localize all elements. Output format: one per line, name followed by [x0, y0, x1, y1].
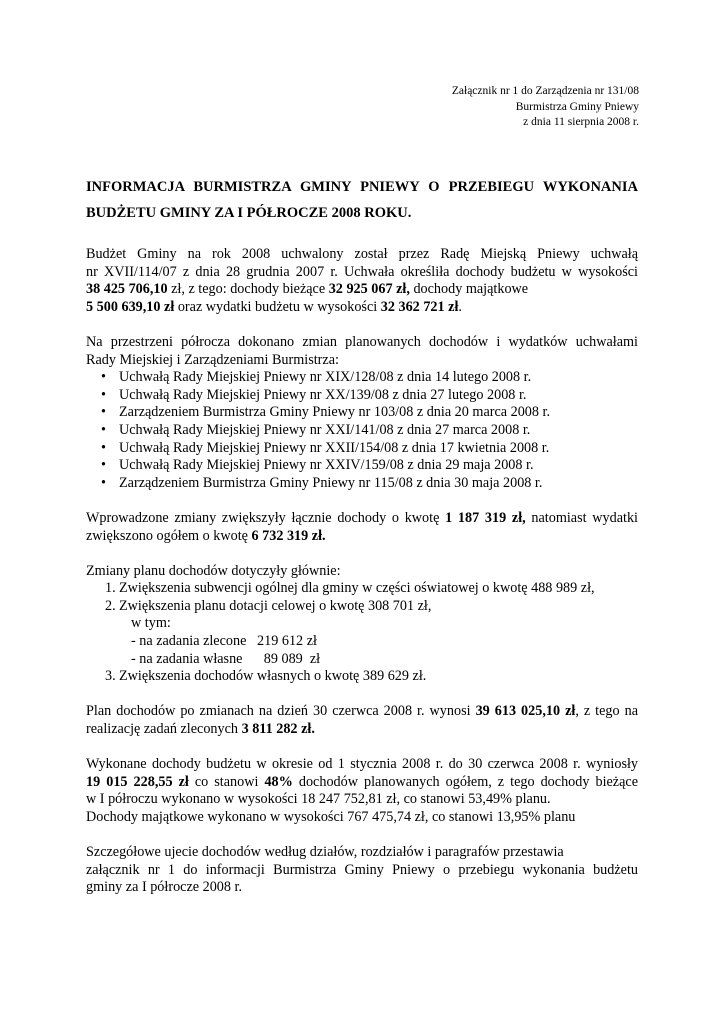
paragraph-line: Szczegółowe ujecie dochodów według działów, rozdziałów i paragrafów przestawia	[86, 844, 564, 861]
list-item: • Uchwałą Rady Miejskiej Pniewy nr XXII/154/08 z dnia 17 kwietnia 2008 r.	[86, 440, 638, 458]
paragraph-line: Rady Miejskiej i Zarządzeniami Burmistrza:	[86, 351, 339, 368]
paragraph-line: Wykonane dochody budżetu w okresie od 1 stycznia 2008 r. do 30 czerwca 2008 r. wyniosły	[86, 756, 638, 773]
header-line-2: Burmistrza Gminy Pniewy	[515, 100, 639, 113]
title-line-2: BUDŻETU GMINY ZA I PÓŁROCZE 2008 ROKU.	[86, 205, 412, 221]
paragraph-line: w I półroczu wykonano w wysokości 18 247 752,81 zł, co stanowi 53,49% planu.	[86, 791, 551, 808]
resolutions-list	[86, 369, 638, 492]
attachment-header	[452, 84, 639, 131]
amount-current-income: 32 925 067 zł,	[328, 281, 410, 298]
amount-total-income: 38 425 706,10	[86, 281, 168, 298]
paragraph-line: Plan dochodów po zmianach na dzień 30 czerwca 2008 r. wynosi 39 613 025,10 zł, z tego na	[86, 703, 638, 720]
sub-item: - na zadania własne 89 089 zł	[131, 650, 321, 667]
paragraph-income-changes-intro: Zmiany planu dochodów dotyczyły głównie:	[86, 562, 341, 579]
amount-expenditure: 32 362 721 zł	[380, 298, 459, 315]
paragraph-line: 19 015 228,55 zł co stanowi 48% dochodów planowanych ogółem, z tego dochody bieżące	[86, 773, 638, 790]
paragraph-changes-total	[86, 510, 638, 545]
title-line-1: INFORMACJA BURMISTRZA GMINY PNIEWY O PRZEBIEGU WYKONANIA	[86, 179, 638, 195]
sub-item: - na zadania zlecone 219 612 zł	[131, 633, 317, 650]
paragraph-line: 38 425 706,10 zł, z tego: dochody bieżące 32 925 067 zł, dochody majątkowe	[86, 281, 529, 298]
amount-capital-income: 5 500 639,10 zł	[86, 298, 175, 315]
list-item: • Uchwałą Rady Miejskiej Pniewy nr XXIV/159/08 z dnia 29 maja 2008 r.	[86, 457, 638, 475]
paragraph-changes-intro	[86, 334, 638, 369]
amount-income-increase: 1 187 319 zł,	[445, 509, 526, 526]
list-item: • Zarządzeniem Burmistrza Gminy Pniewy nr 115/08 z dnia 30 maja 2008 r.	[86, 475, 638, 493]
list-item: • Uchwałą Rady Miejskiej Pniewy nr XIX/128/08 z dnia 14 lutego 2008 r.	[86, 369, 638, 387]
amount-expenditure-increase: 6 732 319 zł.	[251, 527, 326, 544]
paragraph-details-reference	[86, 844, 638, 897]
header-line-1: Załącznik nr 1 do Zarządzenia nr 131/08	[451, 85, 639, 97]
sub-item: w tym:	[131, 615, 171, 632]
list-item: • Uchwałą Rady Miejskiej Pniewy nr XXI/141/08 z dnia 27 marca 2008 r.	[86, 422, 638, 440]
list-item: 1. Zwiększenia subwencji ogólnej dla gminy w części oświatowej o kwotę 488 989 zł,	[105, 580, 595, 597]
paragraph-line: gminy za I półrocze 2008 r.	[86, 879, 243, 896]
list-item: • Zarządzeniem Burmistrza Gminy Pniewy nr 103/08 z dnia 20 marca 2008 r.	[86, 404, 638, 422]
list-item: • Uchwałą Rady Miejskiej Pniewy nr XX/139/08 z dnia 27 lutego 2008 r.	[86, 387, 638, 405]
amount-executed-income: 19 015 228,55 zł	[86, 773, 189, 790]
header-line-3: z dnia 11 sierpnia 2008 r.	[523, 116, 639, 128]
amount-commissioned-tasks: 3 811 282 zł.	[241, 721, 315, 738]
paragraph-line: zwiększono ogółem o kwotę 6 732 319 zł.	[86, 527, 326, 544]
paragraph-line: Wprowadzone zmiany zwiększyły łącznie dochody o kwotę 1 187 319 zł, natomiast wydatki	[86, 509, 638, 526]
paragraph-line: Dochody majątkowe wykonano w wysokości 767 475,74 zł, co stanowi 13,95% planu	[86, 809, 576, 825]
list-item: 2. Zwiększenia planu dotacji celowej o kwotę 308 701 zł, w tym: - na zadania zlecone 219 612 zł - na zadania własne 89 089 zł	[86, 598, 638, 668]
paragraph-line: realizację zadań zleconych 3 811 282 zł.	[86, 721, 315, 738]
paragraph-budget-adoption	[86, 246, 638, 316]
document-body	[86, 246, 638, 915]
list-item: 3. Zwiększenia dochodów własnych o kwotę 389 629 zł.	[105, 668, 427, 685]
income-changes-list	[86, 580, 638, 686]
document-title	[86, 174, 638, 226]
paragraph-planned-income	[86, 703, 638, 738]
paragraph-line: załącznik nr 1 do informacji Burmistrza Gminy Pniewy o przebiegu wykonania budżetu	[86, 861, 638, 878]
paragraph-line: Na przestrzeni półrocza dokonano zmian planowanych dochodów i wydatków uchwałami	[86, 333, 638, 350]
percent-executed: 48%	[264, 773, 293, 790]
paragraph-line: Budżet Gminy na rok 2008 uchwalony został przez Radę Miejską Pniewy uchwałą	[86, 246, 638, 262]
paragraph-executed-income	[86, 756, 638, 826]
amount-planned-income: 39 613 025,10 zł	[475, 703, 576, 720]
paragraph-line: 5 500 639,10 zł oraz wydatki budżetu w wysokości 32 362 721 zł.	[86, 298, 462, 315]
paragraph-line: nr XVII/114/07 z dnia 28 grudnia 2007 r. Uchwała określiła dochody budżetu w wysokości	[86, 263, 638, 280]
